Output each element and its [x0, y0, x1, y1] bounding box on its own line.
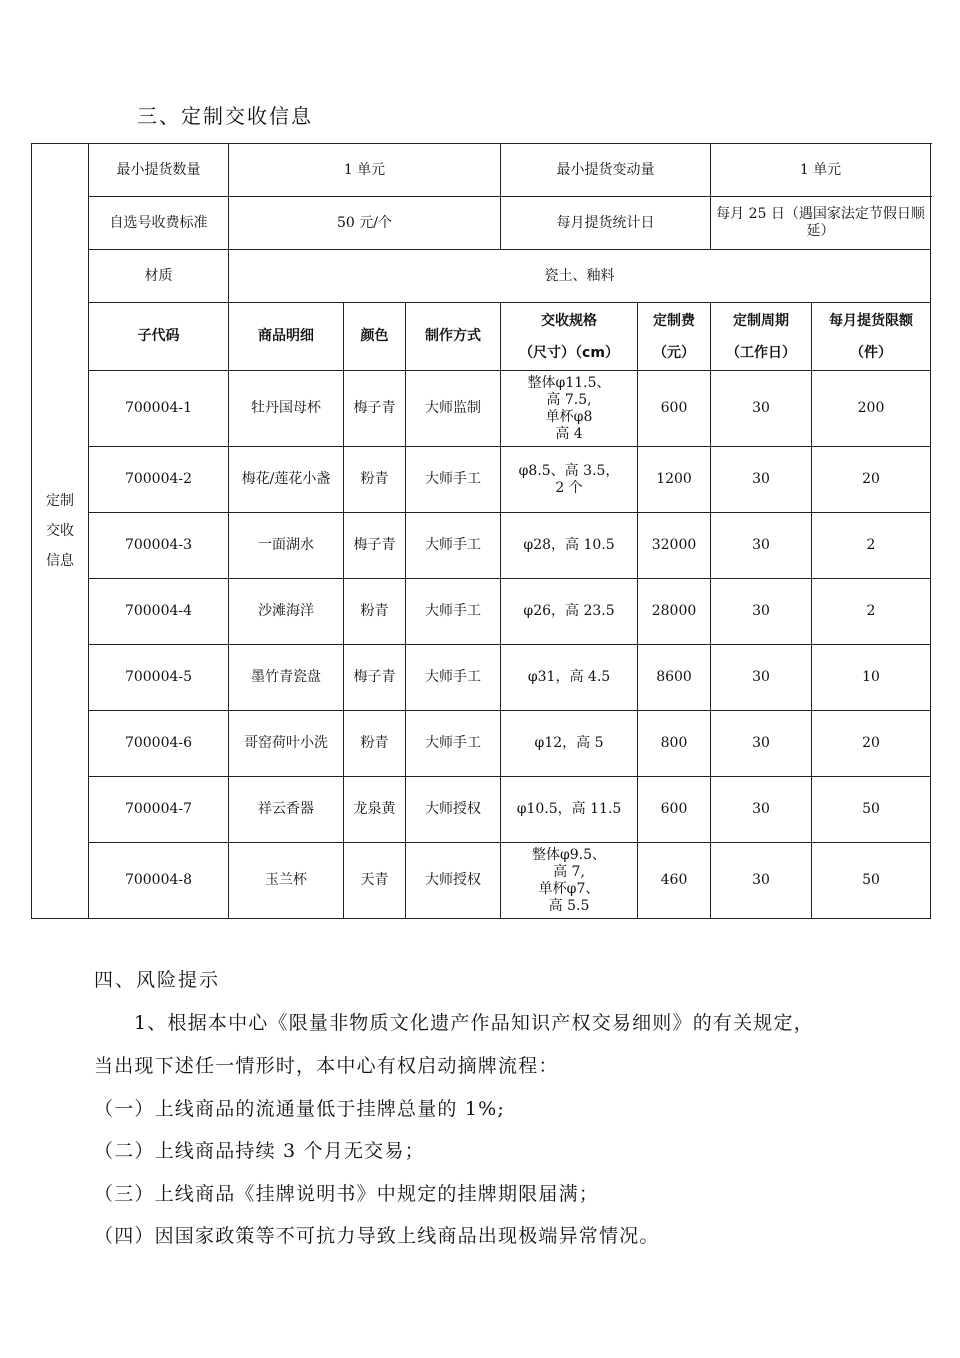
cell-item: 沙滩海洋	[229, 579, 344, 645]
table-row	[32, 645, 931, 711]
monthly-stat-day-value: 每月 25 日（遇国家法定节假日顺延）	[711, 197, 931, 250]
cell-limit: 2	[812, 513, 931, 579]
header-color: 颜色	[344, 303, 406, 371]
table-row	[32, 777, 931, 843]
cell-cycle: 30	[711, 371, 812, 447]
section-title-delivery: 三、定制交收信息	[137, 104, 313, 128]
cell-color: 粉青	[344, 447, 406, 513]
cell-item: 墨竹青瓷盘	[229, 645, 344, 711]
side-label: 定制 交收 信息	[32, 144, 89, 919]
cell-item: 一面湖水	[229, 513, 344, 579]
risk-item-1: （一）上线商品的流通量低于挂牌总量的 1%;	[94, 1098, 505, 1120]
cell-fee: 1200	[638, 447, 711, 513]
header-item: 商品明细	[229, 303, 344, 371]
cell-cycle: 30	[711, 579, 812, 645]
table-row	[32, 579, 931, 645]
header-method: 制作方式	[406, 303, 501, 371]
cell-method: 大师手工	[406, 711, 501, 777]
cell-limit: 2	[812, 579, 931, 645]
header-limit: 每月提货限额 （件）	[812, 303, 931, 371]
cell-item: 哥窑荷叶小洗	[229, 711, 344, 777]
cell-code: 700004-2	[89, 447, 229, 513]
cell-code: 700004-8	[89, 843, 229, 919]
selection-fee-label: 自选号收费标准	[89, 197, 229, 250]
min-pickup-change-label: 最小提货变动量	[501, 144, 711, 197]
cell-item: 牡丹国母杯	[229, 371, 344, 447]
section-title-risk: 四、风险提示	[94, 969, 221, 991]
cell-limit: 20	[812, 447, 931, 513]
cell-method: 大师授权	[406, 777, 501, 843]
cell-color: 梅子青	[344, 371, 406, 447]
cell-cycle: 30	[711, 843, 812, 919]
table-row	[32, 843, 931, 919]
cell-item: 玉兰杯	[229, 843, 344, 919]
cell-fee: 28000	[638, 579, 711, 645]
risk-para-line1: 1、根据本中心《限量非物质文化遗产作品知识产权交易细则》的有关规定，	[134, 1012, 814, 1034]
cell-code: 700004-3	[89, 513, 229, 579]
cell-code: 700004-1	[89, 371, 229, 447]
cell-color: 梅子青	[344, 513, 406, 579]
cell-code: 700004-5	[89, 645, 229, 711]
cell-fee: 600	[638, 371, 711, 447]
cell-cycle: 30	[711, 711, 812, 777]
selection-fee-value: 50 元/个	[229, 197, 501, 250]
cell-code: 700004-7	[89, 777, 229, 843]
header-spec: 交收规格 （尺寸）（cm）	[501, 303, 638, 371]
cell-color: 粉青	[344, 711, 406, 777]
cell-color: 梅子青	[344, 645, 406, 711]
cell-cycle: 30	[711, 513, 812, 579]
cell-spec: φ8.5、高 3.5， 2 个	[501, 447, 638, 513]
cell-spec: φ31，高 4.5	[501, 645, 638, 711]
monthly-stat-day-label: 每月提货统计日	[501, 197, 711, 250]
min-pickup-qty-label: 最小提货数量	[89, 144, 229, 197]
cell-cycle: 30	[711, 447, 812, 513]
delivery-info-table	[31, 143, 931, 919]
table-row	[32, 371, 931, 447]
material-label: 材质	[89, 250, 229, 303]
cell-limit: 200	[812, 371, 931, 447]
table-row	[32, 711, 931, 777]
cell-item: 祥云香器	[229, 777, 344, 843]
cell-method: 大师监制	[406, 371, 501, 447]
cell-limit: 10	[812, 645, 931, 711]
risk-item-4: （四）因国家政策等不可抗力导致上线商品出现极端异常情况。	[94, 1225, 660, 1247]
cell-spec: φ10.5，高 11.5	[501, 777, 638, 843]
cell-method: 大师手工	[406, 645, 501, 711]
cell-color: 龙泉黄	[344, 777, 406, 843]
cell-limit: 50	[812, 777, 931, 843]
cell-method: 大师手工	[406, 447, 501, 513]
cell-color: 粉青	[344, 579, 406, 645]
cell-spec: φ12，高 5	[501, 711, 638, 777]
cell-item: 梅花/莲花小盏	[229, 447, 344, 513]
cell-fee: 460	[638, 843, 711, 919]
header-fee: 定制费 （元）	[638, 303, 711, 371]
table-row	[32, 513, 931, 579]
cell-code: 700004-6	[89, 711, 229, 777]
cell-spec: φ26，高 23.5	[501, 579, 638, 645]
cell-color: 天青	[344, 843, 406, 919]
min-pickup-qty-value: 1 单元	[229, 144, 501, 197]
cell-code: 700004-4	[89, 579, 229, 645]
cell-spec: 整体φ9.5、 高 7, 单杯φ7、 高 5.5	[501, 843, 638, 919]
table-row	[32, 447, 931, 513]
min-pickup-change-value: 1 单元	[711, 144, 931, 197]
table-header-row	[32, 303, 931, 371]
cell-cycle: 30	[711, 645, 812, 711]
cell-limit: 50	[812, 843, 931, 919]
cell-limit: 20	[812, 711, 931, 777]
cell-method: 大师授权	[406, 843, 501, 919]
cell-fee: 600	[638, 777, 711, 843]
cell-method: 大师手工	[406, 513, 501, 579]
risk-item-2: （二）上线商品持续 3 个月无交易；	[94, 1140, 425, 1162]
risk-item-3: （三）上线商品《挂牌说明书》中规定的挂牌期限届满；	[94, 1183, 600, 1205]
header-code: 子代码	[89, 303, 229, 371]
header-cycle: 定制周期 （工作日）	[711, 303, 812, 371]
cell-cycle: 30	[711, 777, 812, 843]
cell-spec: φ28，高 10.5	[501, 513, 638, 579]
cell-method: 大师手工	[406, 579, 501, 645]
cell-fee: 800	[638, 711, 711, 777]
cell-fee: 8600	[638, 645, 711, 711]
cell-spec: 整体φ11.5、 高 7.5, 单杯φ8 高 4	[501, 371, 638, 447]
cell-fee: 32000	[638, 513, 711, 579]
material-value: 瓷土、釉料	[229, 250, 931, 303]
risk-para-line2: 当出现下述任一情形时，本中心有权启动摘牌流程：	[94, 1055, 559, 1077]
